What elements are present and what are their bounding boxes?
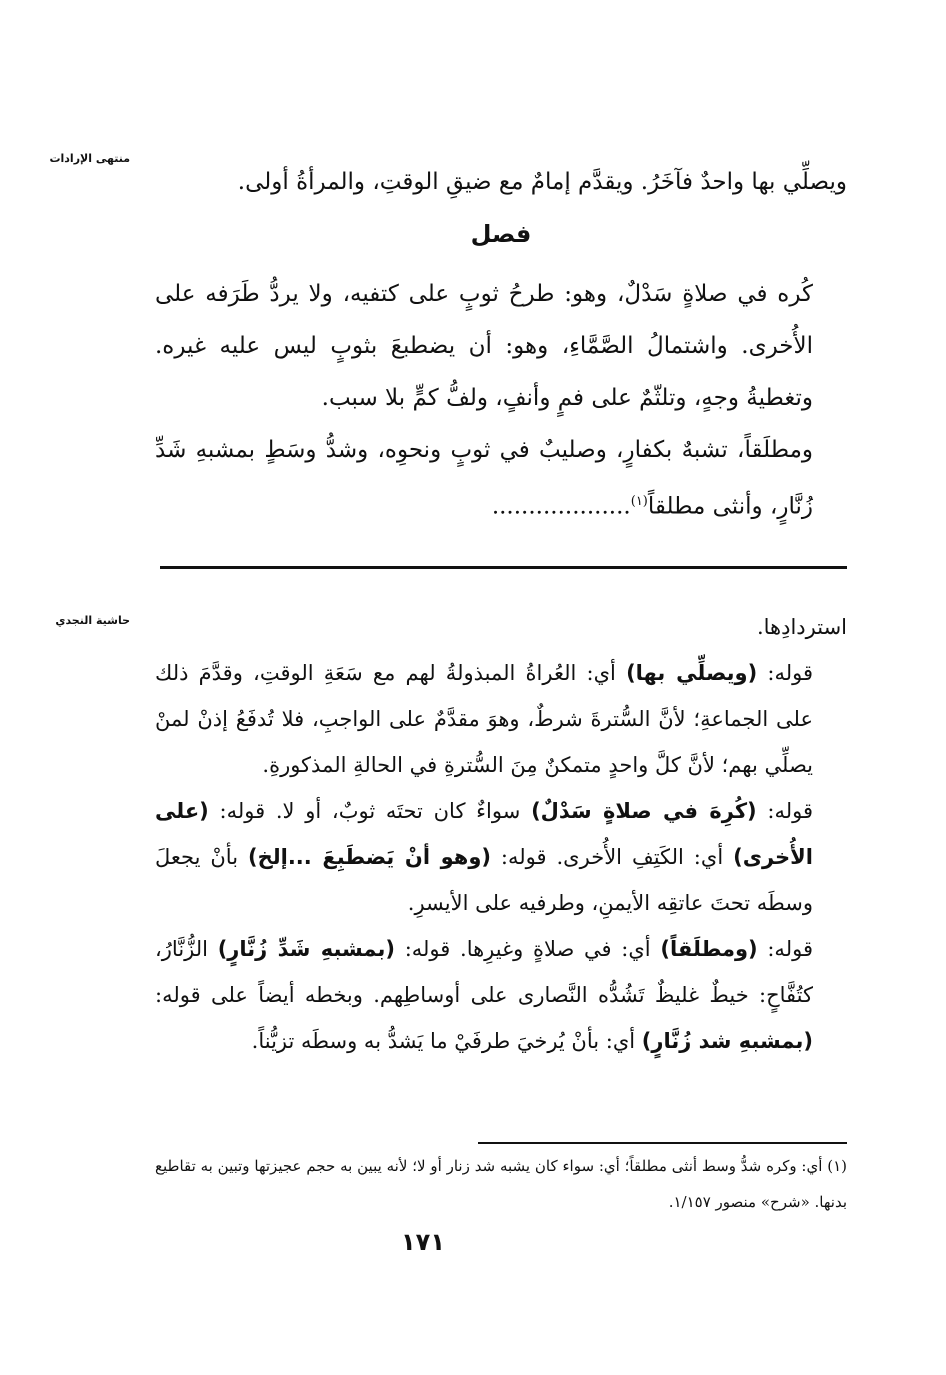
side-label-haashiya: حاشية النجدي [55, 614, 130, 627]
main-paragraph-2-dots: ................... [491, 493, 631, 520]
haashiya-p3-lemma-1: (ومطلَقاً) [660, 937, 758, 961]
side-label-matn: منتهى الإرادات [49, 152, 130, 165]
haashiya-p2-text-3: بأنْ يجعلَ وسطَه تحتَ عاتقِه الأيمنِ، وطرفيه على الأيسرِ. [155, 845, 813, 915]
haashiya-p3-text-1: أي: في صلاةٍ وغيرِها. قوله: [394, 937, 661, 961]
section-title: فصل [470, 220, 532, 248]
haashiya-p3-lemma-3: (بمشبهِ شد زُنَّارٍ) [641, 1029, 813, 1053]
haashiya-body [155, 604, 847, 1064]
haashiya-p3-text-3: أي: بأنْ يُرخيَ طرفَيْ ما يَشدُّ به وسطَه تزيُّناً. [251, 1029, 642, 1053]
page-number: ١٧١ [401, 1228, 445, 1256]
haashiya-paragraph-3 [155, 926, 847, 1064]
haashiya-p3-lemma-2: (بمشبهِ شَدِّ زُنَّارٍ) [217, 937, 395, 961]
main-text-body [155, 268, 847, 533]
haashiya-p3-text-2: الزُّنَّارُ، كتُفَّاحٍ: خيطٌ غليظٌ تَشُدُّه النَّصارى على أوساطِهم. وبخطه أيضاً على قوله: [155, 937, 813, 1007]
main-line-1: ويصلِّي بها واحدٌ فآخَرُ. ويقدَّم إمامٌ مع ضيقِ الوقتِ، والمرأةُ أولى. [237, 169, 847, 195]
haashiya-p1-lemma: (ويصلِّي بها) [626, 661, 758, 685]
haashiya-p3-prefix: قوله: [757, 937, 813, 961]
haashiya-p1-prefix: قوله: [757, 661, 813, 685]
haashiya-p2-lemma-2: (على الأُخرى) [155, 799, 813, 869]
main-paragraph-2 [155, 424, 847, 533]
haashiya-paragraph-2 [155, 788, 847, 926]
footnote [155, 1148, 847, 1220]
main-paragraph-1: كُره في صلاةٍ سَدْلٌ، وهو: طرحُ ثوبٍ على كتفيه، ولا يردُّ طَرَفه على الأُخرى. واشتمالُ الصَّمَّاءِ، وهو: أن يضطبعَ بثوبٍ ليس عليه غيره. وتغطيةُ وجهٍ، وتلثّمٌ على فمٍ وأنفٍ، ولفُّ كمٍّ بلا سبب. [155, 281, 813, 411]
haashiya-opening: استردادِها. [756, 615, 847, 639]
haashiya-p2-text-2: أي: الكَتِفِ الأُخرى. قوله: [490, 845, 734, 869]
main-paragraph-2-text: ومطلَقاً، تشبهٌ بكفارٍ، وصليبٌ في ثوبٍ ونحوِه، وشدُّ وسَطٍ بمشبهِ شَدِّ زُنَّارٍ، وأنثى مطلقاً [155, 437, 813, 520]
footnote-text: (١) أي: وكره شدُّ وسط أنثى مطلقاً؛ أي: سواء كان يشبه شد زنار أو لا؛ لأنه يبين به حجم عجيزتها وتبين به تقاطيع بدنها. «شرح» منصور ١/١٥٧. [155, 1157, 847, 1211]
haashiya-p2-lemma-3: (وهو أنْ يَضطَبِعَ ...إلخ) [248, 845, 491, 869]
footnote-separator-rule [478, 1142, 847, 1144]
footnote-marker: (١) [630, 494, 648, 509]
haashiya-p1-text: أي: العُراةُ المبذولةُ لهم مع سَعَةِ الوقتِ، وقدَّمَ ذلك على الجماعةِ؛ لأنَّ السُّترةَ شرطٌ، وهوَ مقدَّمٌ على الواجبِ، فلا تُدفَعُ إذنْ لمنْ يصلِّي بهم؛ لأنَّ كلَّ واحدٍ متمكنٌ مِنَ السُّترةِ في الحالةِ المذكورةِ. [155, 661, 813, 777]
haashiya-p2-prefix: قوله: [756, 799, 814, 823]
haashiya-p2-text-1: سواءٌ كان تحتَه ثوبٌ، أو لا. قوله: [208, 799, 532, 823]
haashiya-paragraph-1 [155, 650, 847, 788]
matn-separator-rule [160, 566, 847, 569]
main-text-top [155, 156, 847, 208]
haashiya-p2-lemma-1: (كُرِهَ في صلاةٍ سَدْلٌ) [531, 799, 757, 823]
